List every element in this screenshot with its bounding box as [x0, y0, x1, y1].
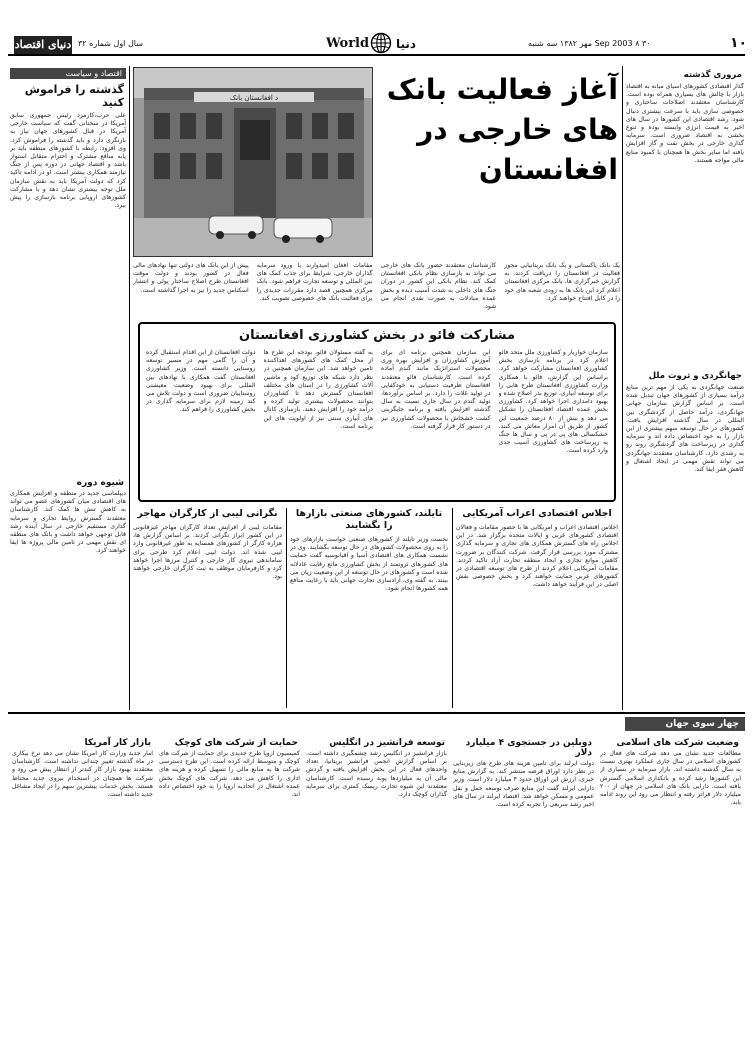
fao-article-title: مشارکت فائو در بخش کشاورزی افغانستان	[238, 328, 515, 343]
section-label-economy: اقتصاد و سیاست	[10, 68, 126, 79]
band-column-title: بازار کار آمریکا	[84, 738, 151, 748]
column-rule	[286, 508, 287, 708]
arab-american-summit-article	[456, 508, 618, 708]
page-header	[8, 35, 748, 56]
issue-date: ۳۰ Sep 2003 ۸ مهر ۱۳۸۲ سه شنبه	[528, 39, 651, 48]
band-column-body: دولت ایرلند برای تامین هزینه های طرح های زیربنایی در نظر دارد اوراق قرضه منتشر کند. به گزارش منابع خبری، ارزش این اوراق حدود ۴ میلیارد دلار است. وزیر دارایی ایرلند گفت این منابع صرف توسعه حمل و نقل عمومی و مسکن خواهد شد. اقتصاد ایرلند در سال های اخیر رشد سریعی را تجربه کرده است.	[453, 760, 594, 809]
libya-article-body: مقامات لیبی از افزایش تعداد کارگران مهاجر غیرقانونی در این کشور ابراز نگرانی کردند. بر اساس گزارش ها، هزاره کارگر از کشورهای همسایه به طور غیرقانونی وارد لیبی شده اند. دولت لیبی اعلام کرد طرحی برای ساماندهی نیروی کار خارجی و کنترل مرزها اجرا خواهد کرد و کارفرمایان موظف به ثبت کارگران خارجی خواهند بود.	[133, 524, 282, 581]
band-column-body: آمار جدید وزارت کار آمریکا نشان می دهد نرخ بیکاری در ماه گذشته تغییر چندانی نداشته است. کارشناسان معتقدند بهبود بازار کار کندتر از انتظار پیش می رود و شرکت ها همچنان در استخدام نیروی جدید محتاط هستند. بخش خدمات بیشترین سهم را در ایجاد مشاغل جدید داشته است.	[12, 750, 153, 799]
issue-info: سال اول شماره ۳۲	[78, 39, 143, 48]
tourism-article-title: جهانگردی و ثروت ملل	[648, 371, 742, 381]
arab-american-summit-title: اجلاس اقتصادی اعراب آمریکایی	[462, 508, 612, 519]
fao-article-col: این سازمان همچنین برنامه ای برای آموزش کشاورزان و افزایش بهره وری محصولات استراتژیک مانند گندم آماده کرده است. کارشناسان فائو معتقدند افغانستان ظرفیت دستیابی به خودکفایی در تولید غلات را دارد. بر اساس برآوردها، تولید گندم در سال جاری نسبت به سال گذشته افزایش یافته و برنامه جایگزینی کشت خشخاش با محصولات کشاورزی نیز در دستور کار قرار گرفته است.	[381, 349, 491, 430]
band-column	[453, 736, 594, 1042]
band-column-body: بازار فرانشیز در انگلیس رشد چشمگیری داشته است. بر اساس گزارش انجمن فرانشیز بریتانیا، تعداد واحدهای فعال در این بخش افزایش یافته و گردش مالی آن به میلیاردها پوند رسیده است. کارشناسان معتقدند این شیوه تجارت ریسک کمتری برای سرمایه گذاران کوچک دارد.	[306, 750, 447, 799]
band-column-body: کمیسیون اروپا طرح جدیدی برای حمایت از شرکت های کوچک و متوسط ارائه کرده است. این طرح دسترسی شرکت ها به منابع مالی را تسهیل کرده و هزینه های اداری را کاهش می دهد. شرکت های کوچک بخش عمده اشتغال در اتحادیه اروپا را به خود اختصاص داده اند.	[159, 750, 300, 799]
left-article-body: علی حرب،کارمزد رئیس جمهوری سابق آمریکا در سخنانی گفت که سیاست خارجی آمریکا در قبال کشورهای جهان نیاز به بازنگری دارد و باید گذشته را فراموش کرد. وی افزود: رابطه با کشورهای منطقه باید بر پایه منافع مشترک و احترام متقابل استوار باشد و اقتصاد جهانی در دوره پس از جنگ نیازمند همکاری بیشتر است. او در ادامه تاکید کرد که دولت آمریکا باید به نقش سازمان ملل توجه بیشتری نشان دهد و با مشارکت کشورهای اروپایی برنامه بازسازی را پیش ببرد.	[10, 112, 126, 210]
fao-article-col: به گفته مسئولان فائو، بودجه این طرح ها از محل کمک های کشورهای اهداکننده تامین خواهد شد. این سازمان همچنین در نظر دارد شبکه های توزیع کود و ماشین آلات کشاورزی را در استان های مختلف افغانستان گسترش دهد تا کشاورزان بتوانند محصولات بیشتری تولید کرده و درآمد خود را افزایش دهند. بازسازی کانال های آبیاری سنتی نیز از اولویت های این برنامه است.	[263, 349, 373, 430]
band-column-title: حمایت از شرکت های کوچک	[174, 738, 298, 748]
section-label: دنیا	[396, 37, 417, 51]
thailand-article-title: تایلند، کشورهای صنعتی بازارها را بگشایند	[295, 508, 443, 531]
arab-american-summit-body: اجلاس اقتصادی اعراب و آمریکایی ها با حضور مقامات و فعالان اقتصادی کشورهای عربی و ایالات متحده برگزار شد. در این اجلاس راه های گسترش همکاری های تجاری و سرمایه گذاری مشترک مورد بررسی قرار گرفت. شرکت کنندگان بر ضرورت کاهش موانع تجاری و ایجاد منطقه تجارت آزاد تاکید کردند. مقامات آمریکایی اعلام کردند از طرح های توسعه اقتصادی در کشورهای عربی حمایت خواهند کرد و بخش خصوصی نقش اصلی در این فرآیند خواهد داشت.	[456, 524, 618, 589]
right-column	[626, 68, 744, 708]
band-column	[159, 736, 300, 1042]
left-article-subtitle: شیوه دوره	[76, 478, 124, 488]
column-rule	[622, 66, 623, 710]
main-article-col: کارشناسان معتقدند حضور بانک های خارجی می تواند به بازسازی نظام بانکی افغانستان کمک کند. نظام بانکی این کشور در دوران جنگ های داخلی به شدت آسیب دیده و بخش عمده مبادلات به صورت نقدی انجام می شود.	[380, 262, 497, 311]
band-column-title: وضعیت شرکت های اسلامی	[616, 738, 739, 748]
tourism-article-body: صنعت جهانگردی به یکی از مهم ترین منابع درآمد بسیاری از کشورهای جهان تبدیل شده است. بر اساس گزارش سازمان جهانی جهانگردی، درآمد حاصل از گردشگری بین المللی در سال گذشته افزایش یافت. کشورهای در حال توسعه سهم بیشتری از این بازار را به خود اختصاص داده اند و سرمایه گذاری در زیرساخت های گردشگری روند رو به رشدی دارد. کارشناسان معتقدند جهانگردی می تواند نقش مهمی در ایجاد اشتغال و کاهش فقر ایفا کند.	[626, 384, 744, 474]
band-column	[600, 736, 741, 1042]
right-article-body: گذار اقتصادی کشورهای آسیای میانه به اقتصاد بازار با چالش های بسیاری همراه بوده است. کارشناسان معتقدند اصلاحات ساختاری و خصوصی سازی باید با سرعت بیشتری دنبال شود. رشد اقتصادی این کشورها در سال های اخیر به قیمت انرژی وابسته بوده و تنوع بخشی به اقتصاد ضروری است. سرمایه گذاری خارجی در بخش نفت و گاز افزایش یافته اما سایر بخش ها همچنان با کمبود منابع مالی مواجه هستند.	[626, 83, 744, 164]
right-article-title: مروری گذشته	[683, 70, 742, 80]
main-article-col: پیش از این بانک های دولتی تنها نهادهای مالی فعال در کشور بودند و دولت موقت افغانستان طرح اصلاح ساختار پولی و انتشار اسکناس جدید را نیز به اجرا گذاشته است.	[133, 262, 249, 294]
band-column-body: مطالعات جدید نشان می دهد شرکت های فعال در کشورهای اسلامی در سال جاری عملکرد بهتری نسبت به سال گذشته داشته اند. بازار سرمایه در بسیاری از این کشورها رشد کرده و بانکداری اسلامی گسترش یافته است. دارایی بانک های اسلامی در جهان از ۲۰۰ میلیارد دلار فراتر رفته و انتظار می رود این روند ادامه یابد.	[600, 750, 741, 807]
column-rule	[452, 508, 453, 708]
main-headline: آغاز فعالیت بانک های خارجی در افغانستان	[386, 73, 618, 186]
globe-icon	[370, 32, 392, 54]
newspaper-logo: دنیای اقتصاد	[14, 36, 72, 54]
band-column-title: دوبلین در جستجوی ۴ میلیارد دلار	[465, 738, 592, 758]
band-column	[12, 736, 153, 1042]
band-column	[306, 736, 447, 1042]
main-article-body	[133, 262, 620, 320]
left-article-body-2: دیپلماسی جدید در منطقه و افزایش همکاری های اقتصادی میان کشورهای عضو می تواند به کاهش تنش ها کمک کند. کارشناسان معتقدند گسترش روابط تجاری و سرمایه گذاری مستقیم خارجی در سال آینده رشد قابل توجهی خواهد داشت و بانک های منطقه ای نقش مهمی در تامین مالی پروژه ها ایفا خواهند کرد.	[10, 490, 126, 555]
left-column	[10, 68, 126, 710]
thailand-article	[290, 508, 448, 708]
column-rule	[129, 66, 130, 710]
main-article-col: مقامات افغان امیدوارند با ورود سرمایه گذاران خارجی، شرایط برای جذب کمک های بین المللی و توسعه تجارت فراهم شود. بانک مرکزی همچنین قصد دارد مقررات جدیدی را برای فعالیت بانک های خصوصی تصویب کند.	[256, 262, 373, 302]
bank-sign: د افغانستان بانک	[229, 94, 279, 102]
left-article-title: گذشته را فراموش کنید	[24, 83, 124, 109]
fao-article-col: دولت افغانستان از این اقدام استقبال کرده و آن را گامی مهم در مسیر توسعه روستایی دانسته است. وزیر کشاورزی افغانستان گفت همکاری با نهادهای بین المللی برای بهبود وضعیت معیشتی روستاییان ضروری است و دولت تلاش می کند زمینه لازم برای سرمایه گذاری در بخش کشاورزی را فراهم کند.	[146, 349, 256, 414]
four-corners-of-world-section	[8, 712, 745, 1046]
thailand-article-body: نخست وزیر تایلند از کشورهای صنعتی خواست بازارهای خود را به روی محصولات کشورهای در حال توسعه بگشایند. وی در نشست همکاری های اقتصادی آسیا و اقیانوسیه گفت حمایت های کشورهای ثروتمند از بخش کشاورزی مانع رقابت عادلانه شده است و کشورهای در حال توسعه از این وضعیت زیان می بینند. به گفته وی، آزادسازی تجارت جهانی باید با رعایت منافع همه کشورها انجام شود.	[290, 536, 448, 593]
libya-article-title: نگرانی لیبی از کارگران مهاجر	[137, 508, 278, 519]
main-article-col: یک بانک پاکستانی و یک بانک بریتانیایی مجوز فعالیت در افغانستان را دریافت کردند. به گزارش خبرگزاری ها، بانک مرکزی افغانستان اعلام کرد این بانک ها به زودی شعبه های خود را در کابل افتتاح خواهند کرد.	[504, 262, 620, 302]
bank-building-image	[134, 68, 373, 257]
band-column-title: توسعه فرانشیز در انگلیس	[329, 738, 445, 748]
bank-building-photo	[133, 67, 373, 257]
fao-article-box	[138, 322, 616, 502]
band-title: چهار سوی جهان	[625, 717, 745, 731]
page-number: ۱۰	[730, 35, 748, 51]
world-label: World	[326, 36, 370, 51]
fao-article-col: سازمان خواربار و کشاورزی ملل متحد فائو اعلام کرد در برنامه بازسازی بخش کشاورزی افغانستان مشارکت خواهد کرد. براساس این گزارش، فائو با همکاری وزارت کشاورزی افغانستان طرح هایی را برای توسعه آبیاری، توزیع بذر اصلاح شده و بهبود دامداری اجرا خواهد کرد. کشاورزی بخش عمده اقتصاد افغانستان را تشکیل می دهد و بیش از ۸۰ درصد جمعیت این کشور از طریق آن امرار معاش می کنند. خشکسالی های پی در پی و سال ها جنگ به زیرساخت های کشاورزی آسیب جدی وارد کرده است.	[498, 349, 608, 455]
libya-article	[133, 508, 282, 708]
